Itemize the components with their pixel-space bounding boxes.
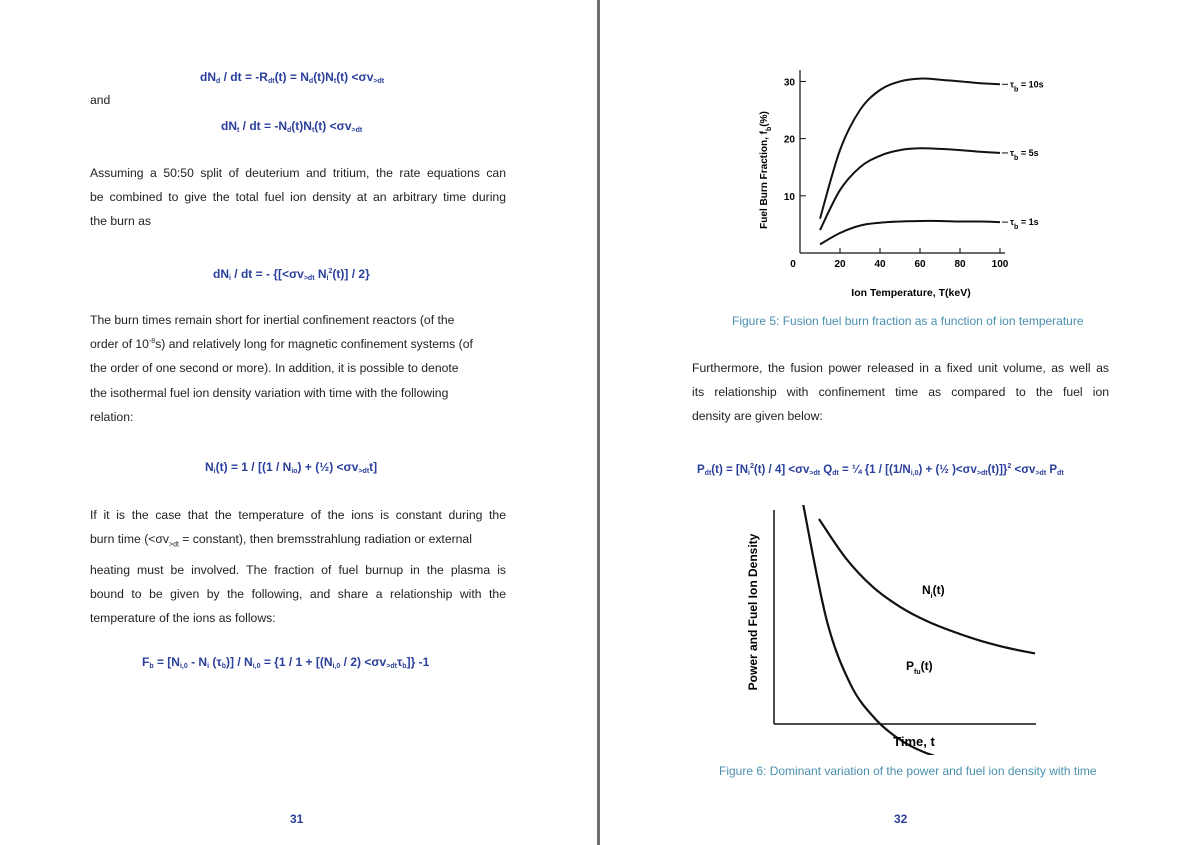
equation-deuterium-rate: $dN_d$ / dt = $-R_{dt}(t) = N_d(t)N_t(t) <\sigma v_{>dt}$ [200,70,385,85]
x-tick-label: 40 [874,259,886,270]
equation-isothermal-density: $N_i(t) = 1 / [(1 / N_{io})$ + (½) $<\sigma v_{>dt}t$] [205,460,378,475]
page-divider [597,0,600,845]
series-label: $\tau_b = 5s$ [1010,147,1039,162]
figure-5-caption: Figure 5: Fusion fuel burn fraction as a function of ion temperature [732,314,1084,328]
page-number: 32 [894,812,908,826]
left-page [0,0,597,845]
series-label-ni: $N_i(t)$ [922,583,945,600]
series-line [820,148,1000,230]
y-axis-label: Fuel Burn Fraction, $f_b(\%)$ [759,111,773,229]
x-axis-label: Time, t [893,734,935,749]
equation-fusion-power: $P_{dt}(t) = [N_i^2(t) / 4] <\sigma v_{>dt}$ $Q_{dt}$ = ¼ {$1 / [(1/N_{i,0})$ + (½ )$<\sigma v_{>dt}(t)]\}^2 <\sigma v_{>dt}$ $P_{dt}$ [697,463,1064,477]
series-label: $\tau_b = 10s$ [1010,79,1044,93]
page-number: 31 [290,812,304,826]
equation-total-density: $dN_i$ / dt = - {[$<\sigma v_{>dt}$ $N_i^2(t)] / 2$} [213,267,370,282]
right-page [601,0,1200,845]
paragraph-rate-combination: Assuming a 50:50 split of deuterium and tritium, the rate equations can be combined to give the total fuel ion density at an arbitrary time during the burn as [90,166,506,229]
series-line [803,505,947,755]
equation-tritium-rate: $dN_t$ / dt = $-N_d(t)N_t(t) <\sigma v_{>dt}$ [221,119,363,134]
y-tick-label: 10 [783,191,795,203]
y-axis-label: Power and Fuel Ion Density [746,533,760,691]
paragraph-burn-times: The burn times remain short for inertial confinement reactors (of the order of $10^{-8}s$) and relatively long for magnetic confinement systems (of the order of one second or more). In addition, it is possible to denote the isothermal fuel ion density variation with time with the following relation: [90,313,473,424]
x-tick-label: 20 [834,259,846,270]
series-label: $\tau_b = 1s$ [1010,217,1039,231]
x-axis-label: Ion Temperature, T(keV) [851,287,971,299]
paragraph-fusion-power: Furthermore, the fusion power released in a fixed unit volume, as well as its relationship with confinement time as compared to the fuel ion density are given below: [692,361,1109,424]
y-tick-label: 20 [783,134,795,146]
equation-burn-fraction: $F_b = [N_{i,0} - N_i$ $(\tau_b)] / N_{i,0} = \{1 / 1 + [(N_{i,0} / 2) <\sigma v_{>dt}\tau_b]\}$ -1 [142,655,430,670]
figure-6-caption: Figure 6: Dominant variation of the power and fuel ion density with time [719,764,1097,778]
x-origin-label: 0 [790,259,796,270]
series-line [820,221,1000,244]
figure-6-power-density-chart [736,505,1066,755]
x-tick-label: 80 [954,259,966,270]
x-tick-label: 60 [914,259,926,270]
series-label-pfu: $P_{fu}(t)$ [906,659,933,676]
y-tick-label: 30 [783,77,795,89]
paragraph-fuel-burnup: If it is the case that the temperature of the ions is constant during the burn time ($<\sigma v_{>dt}$ = constant), then bremsstrahlung radiation or external heating must be involved. The fraction of fuel burnup in the plasma is bound to be given by the following, and share a relationship with the temperature of the ions as follows: [90,508,506,626]
x-tick-label: 100 [991,259,1009,270]
and-connector: and [90,93,111,107]
figure-5-burn-fraction-chart [751,65,1091,305]
